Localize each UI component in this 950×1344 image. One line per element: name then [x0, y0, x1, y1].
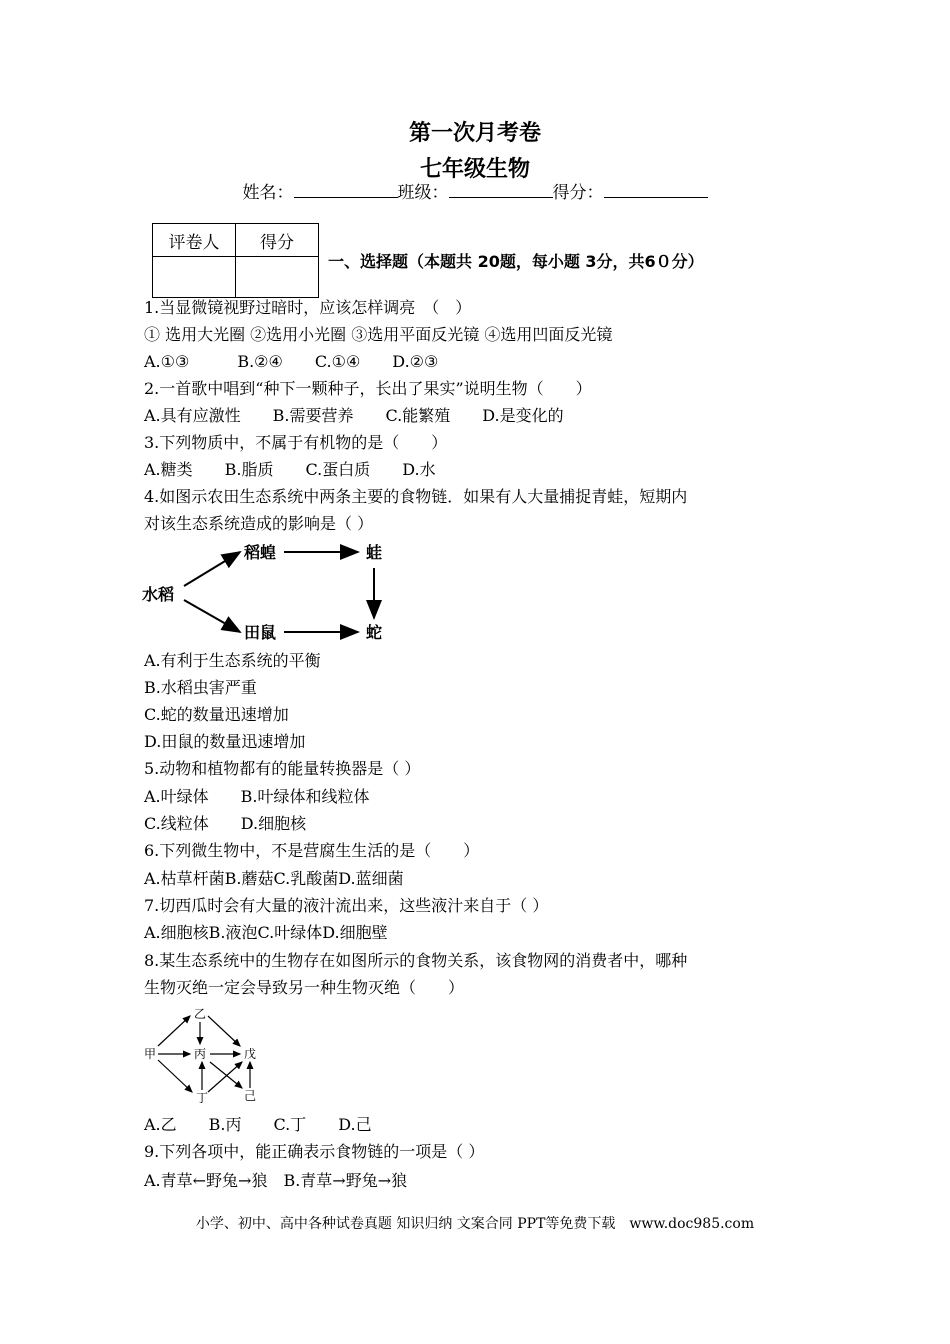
footer-text: 小学、初中、高中各种试卷真题 知识归纳 文案合同 PPT等免费下载 www.doc985.com	[195, 1216, 755, 1232]
question-line: A.乙 B.丙 C.丁 D.己	[144, 1115, 372, 1134]
node-jia: 甲	[144, 1047, 157, 1061]
question-line: A.具有应激性 B.需要营养 C.能繁殖 D.是变化的	[144, 406, 564, 425]
question-line: 6.下列微生物中，不是营腐生生活的是（ ）	[144, 841, 480, 860]
grader-header: 评卷人	[153, 224, 236, 257]
question-line: A.叶绿体 B.叶绿体和线粒体	[144, 787, 370, 806]
question-line: A.糖类 B.脂质 C.蛋白质 D.水	[144, 460, 436, 479]
exam-subtitle: 七年级生物	[419, 157, 530, 182]
question-line: C.蛇的数量迅速增加	[144, 705, 289, 724]
question-line: ① 选用大光圈 ②选用小光圈 ③选用平面反光镜 ④选用凹面反光镜	[144, 325, 613, 344]
locust-label: 稻蝗	[244, 543, 277, 562]
question-line: 7.切西瓜时会有大量的液汁流出来，这些液汁来自于（ ）	[144, 896, 549, 915]
question-line: 1.当显微镜视野过暗时，应该怎样调亮 （ ）	[144, 298, 472, 317]
question-line: 生物灭绝一定会导致另一种生物灭绝（ ）	[144, 978, 465, 997]
question-line: 9.下列各项中，能正确表示食物链的一项是（ ）	[144, 1142, 485, 1161]
grader-score-table	[152, 223, 319, 298]
question-line: A.有利于生态系统的平衡	[144, 651, 321, 670]
question-line: A.①③ B.②④ C.①④ D.②③	[144, 352, 439, 371]
arrow-rice-locust	[184, 552, 240, 586]
score-blank[interactable]	[604, 181, 708, 198]
question-line: C.线粒体 D.细胞核	[144, 814, 307, 833]
name-blank[interactable]	[294, 181, 398, 198]
food-chain-diagram	[140, 538, 390, 648]
score-cell[interactable]	[236, 257, 319, 298]
arrow-rice-mouse	[184, 600, 240, 632]
class-label: 班级：	[397, 183, 449, 203]
question-line: 3.下列物质中，不属于有机物的是（ ）	[144, 433, 448, 452]
food-web-diagram	[140, 1004, 270, 1108]
node-wu: 戊	[244, 1047, 257, 1061]
node-bing: 丙	[194, 1047, 207, 1061]
question-line: B.水稻虫害严重	[144, 678, 257, 697]
student-info-line	[0, 178, 950, 203]
rice-label: 水稻	[142, 585, 175, 604]
question-line: 2.一首歌中唱到“种下一颗种子，长出了果实”说明生物（ ）	[144, 379, 592, 398]
question-line: 4.如图示农田生态系统中两条主要的食物链．如果有人大量捕捉青蛙，短期内	[144, 487, 688, 506]
question-line: A.细胞核B.液泡C.叶绿体D.细胞壁	[144, 923, 388, 942]
question-line: 8.某生态系统中的生物存在如图所示的食物关系，该食物网的消费者中，哪种	[144, 951, 688, 970]
exam-title: 第一次月考卷	[408, 121, 541, 146]
name-label: 姓名：	[242, 183, 294, 203]
node-ding: 丁	[196, 1091, 209, 1105]
score-label: 得分：	[552, 183, 604, 203]
node-yi: 乙	[194, 1007, 207, 1021]
question-line: D.田鼠的数量迅速增加	[144, 732, 306, 751]
question-line: A.枯草杆菌B.蘑菇C.乳酸菌D.蓝细菌	[144, 869, 404, 888]
class-blank[interactable]	[449, 181, 553, 198]
question-line: A.青草←野兔→狼 B.青草→野兔→狼	[144, 1171, 408, 1190]
snake-label: 蛇	[366, 623, 383, 642]
question-line: 对该生态系统造成的影响是（ ）	[144, 514, 374, 533]
section-title: 一、选择题（本题共 20题，每小题 3分，共6０分）	[328, 252, 704, 271]
mouse-label: 田鼠	[244, 623, 277, 642]
grader-cell[interactable]	[153, 257, 236, 298]
score-header: 得分	[236, 224, 319, 257]
node-ji: 己	[244, 1089, 257, 1103]
question-line: 5.动物和植物都有的能量转换器是（ ）	[144, 759, 421, 778]
frog-label: 蛙	[366, 543, 383, 562]
